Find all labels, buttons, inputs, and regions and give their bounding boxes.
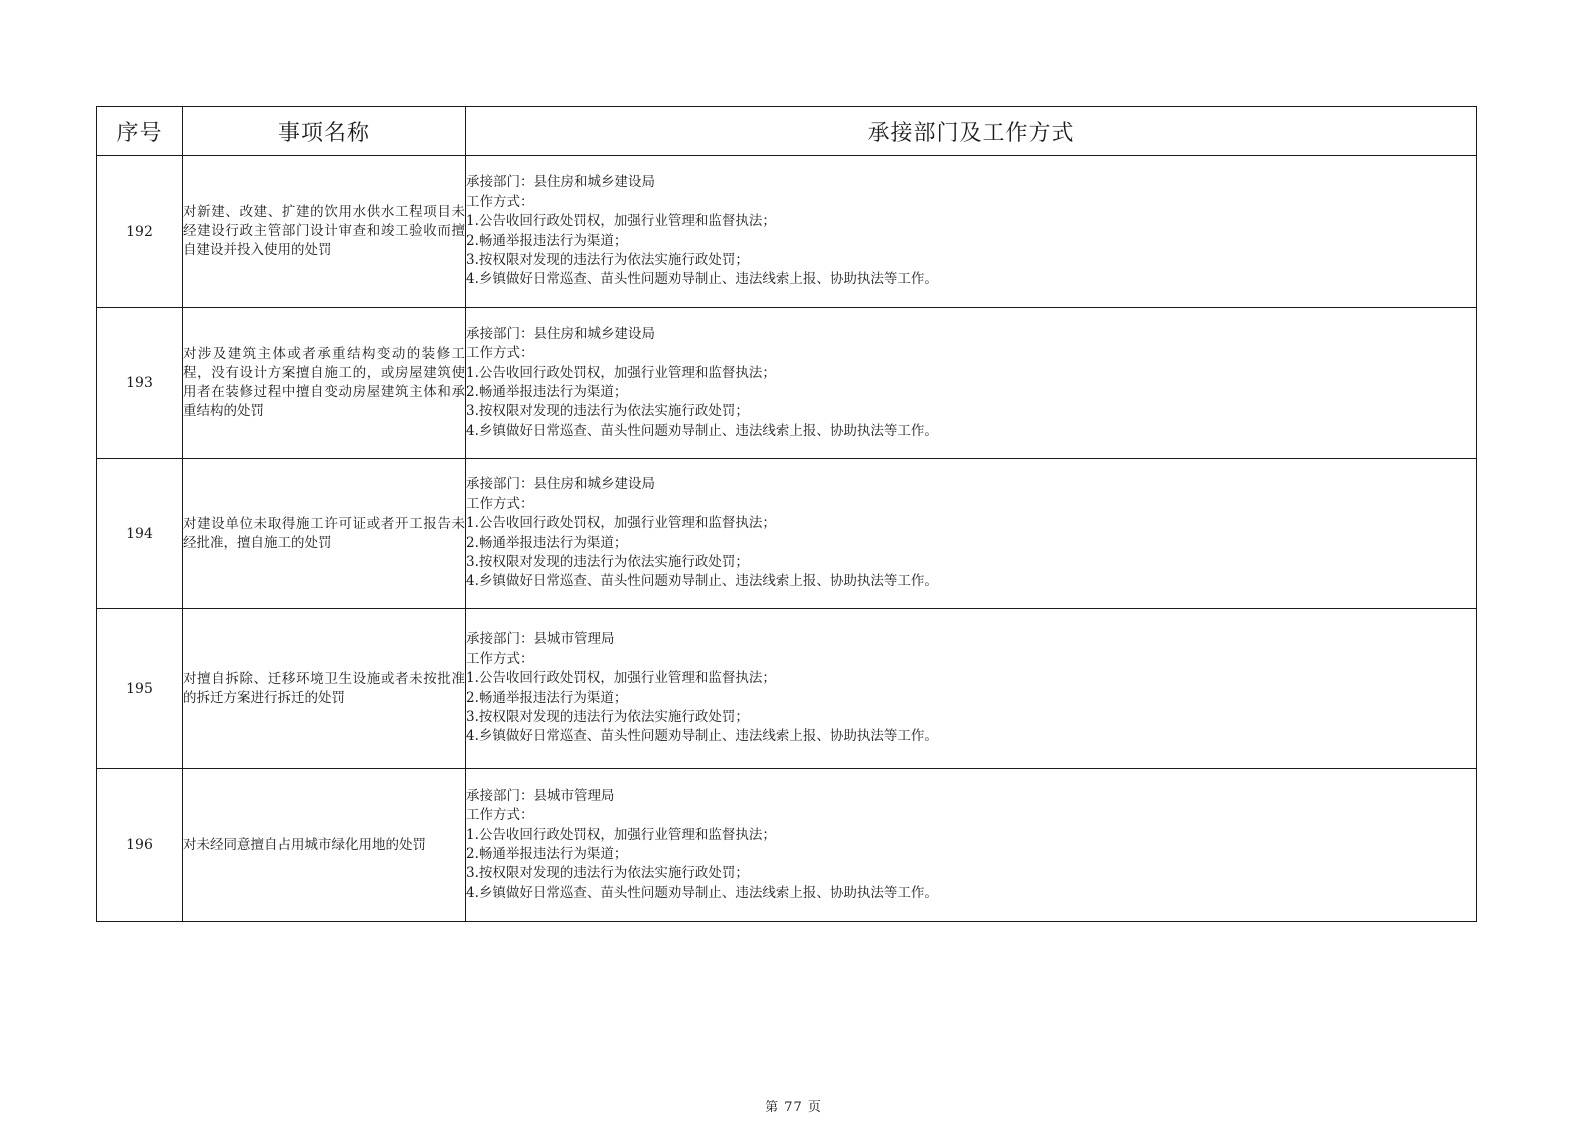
row-seq: 193 (97, 308, 183, 459)
item-table (96, 106, 1477, 922)
row-method-item: 3.按权限对发现的违法行为依法实施行政处罚； (466, 865, 749, 882)
row-seq: 196 (97, 769, 183, 922)
row-method-item: 3.按权限对发现的违法行为依法实施行政处罚； (466, 251, 749, 268)
row-dept: 承接部门：县城市管理局 (466, 631, 615, 648)
row-mode-label: 工作方式： (466, 650, 534, 667)
row-method-item: 4.乡镇做好日常巡查、苗头性问题劝导制止、违法线索上报、协助执法等工作。 (466, 422, 938, 439)
row-method-item: 4.乡镇做好日常巡查、苗头性问题劝导制止、违法线索上报、协助执法等工作。 (466, 271, 938, 288)
table-row (97, 156, 1477, 308)
row-dept: 承接部门：县住房和城乡建设局 (466, 476, 655, 493)
row-method (466, 459, 1477, 609)
row-method (466, 609, 1477, 769)
row-method-item: 1.公告收回行政处罚权，加强行业管理和监督执法； (466, 826, 776, 843)
row-method-item: 2.畅通举报违法行为渠道； (466, 534, 628, 551)
header-name: 事项名称 (183, 107, 466, 156)
row-method-item: 2.畅通举报违法行为渠道； (466, 384, 628, 400)
table-row (97, 308, 1477, 459)
row-method-item: 4.乡镇做好日常巡查、苗头性问题劝导制止、违法线索上报、协助执法等工作。 (466, 884, 938, 901)
row-method-item: 3.按权限对发现的违法行为依法实施行政处罚； (466, 708, 749, 725)
row-method (466, 308, 1477, 459)
row-method-item: 1.公告收回行政处罚权，加强行业管理和监督执法； (466, 364, 776, 381)
row-mode-label: 工作方式： (466, 345, 534, 362)
row-method-item: 1.公告收回行政处罚权，加强行业管理和监督执法； (466, 515, 776, 532)
table-row (97, 769, 1477, 922)
row-dept: 承接部门：县住房和城乡建设局 (466, 174, 655, 191)
table-header-row (97, 107, 1477, 156)
row-item-name: 对擅自拆除、迁移环境卫生设施或者未按批准的拆迁方案进行拆迁的处罚 (183, 609, 466, 769)
row-method-item: 2.畅通举报违法行为渠道； (466, 689, 628, 706)
row-mode-label: 工作方式： (466, 193, 534, 210)
row-item-name: 对涉及建筑主体或者承重结构变动的装修工程，没有设计方案擅自施工的，或房屋建筑使用者在装修过程中擅自变动房屋建筑主体和承重结构的处罚 (183, 308, 466, 459)
row-item-name: 对新建、改建、扩建的饮用水供水工程项目未经建设行政主管部门设计审查和竣工验收而擅自建设并投入使用的处罚 (183, 156, 466, 308)
table-row (97, 609, 1477, 769)
row-mode-label: 工作方式： (466, 807, 534, 824)
row-method (466, 156, 1477, 308)
row-mode-label: 工作方式： (466, 495, 534, 512)
row-dept: 承接部门：县城市管理局 (466, 787, 615, 804)
row-dept: 承接部门：县住房和城乡建设局 (466, 325, 655, 342)
row-method-item: 2.畅通举报违法行为渠道； (466, 232, 628, 249)
row-item-name: 对建设单位未取得施工许可证或者开工报告未经批准，擅自施工的处罚 (183, 459, 466, 609)
row-method-item: 3.按权限对发现的违法行为依法实施行政处罚； (466, 403, 749, 420)
page-number: 第 77 页 (765, 1100, 822, 1115)
row-seq: 192 (97, 156, 183, 308)
row-item-name: 对未经同意擅自占用城市绿化用地的处罚 (183, 769, 466, 922)
row-method (466, 769, 1477, 922)
row-method-item: 4.乡镇做好日常巡查、苗头性问题劝导制止、违法线索上报、协助执法等工作。 (466, 728, 938, 745)
header-seq: 序号 (97, 107, 183, 156)
table-row (97, 459, 1477, 609)
header-method: 承接部门及工作方式 (466, 107, 1477, 156)
row-seq: 195 (97, 609, 183, 769)
item-table-container (96, 106, 1476, 922)
row-method-item: 3.按权限对发现的违法行为依法实施行政处罚； (466, 553, 749, 570)
row-seq: 194 (97, 459, 183, 609)
row-method-item: 4.乡镇做好日常巡查、苗头性问题劝导制止、违法线索上报、协助执法等工作。 (466, 573, 938, 590)
row-method-item: 2.畅通举报违法行为渠道； (466, 846, 628, 862)
row-method-item: 1.公告收回行政处罚权，加强行业管理和监督执法； (466, 670, 776, 687)
row-method-item: 1.公告收回行政处罚权，加强行业管理和监督执法； (466, 213, 776, 230)
